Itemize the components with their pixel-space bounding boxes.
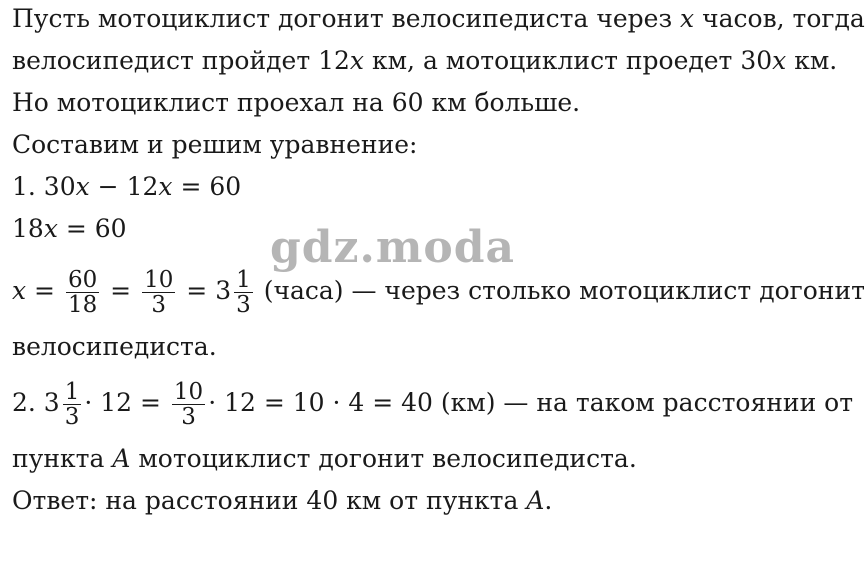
text-line-2: велосипедист пройдет 12x км, а мотоциклист проедет 30x км. — [12, 46, 838, 75]
watermark: gdz.moda — [270, 222, 516, 273]
fraction-60-18: $\frac{60}{18}$ — [67, 267, 98, 318]
fraction-10-3-b: $\frac{10}{3}$ — [173, 379, 204, 430]
equation-line-2: 18x = 60 — [12, 214, 127, 243]
answer-line: Ответ: на расстоянии 40 км от пункта A. — [12, 486, 553, 515]
fraction-1-3: $\frac{1}{3}$ — [236, 267, 251, 318]
fraction-10-3: $\frac{10}{3}$ — [144, 267, 174, 318]
equation-line-4: 2. 3 $\frac{1}{3}$ · 12 = $\frac{10}{3}$ · 12 = 10 · 4 = 40 (км) — на таком расстоянии от — [12, 379, 854, 430]
equation-line-1: 1. 30x − 12x = 60 — [12, 172, 242, 201]
text-line-3: Но мотоциклист проехал на 60 км больше. — [12, 88, 581, 117]
text-line-4: Составим и решим уравнение: — [12, 130, 418, 159]
equation-line-3: x = $\frac{60}{18}$ = $\frac{10}{3}$ = 3 $\frac{1}{3}$ (часа) — через столько мотоциклист догонит — [12, 267, 865, 318]
text-line-10: пункта A мотоциклист догонит велосипедиста. — [12, 444, 637, 473]
text-line-8: велосипедиста. — [12, 332, 217, 361]
fraction-1-3-b: $\frac{1}{3}$ — [64, 379, 80, 430]
text-line-1: Пусть мотоциклист догонит велосипедиста через x часов, тогда — [12, 4, 865, 33]
